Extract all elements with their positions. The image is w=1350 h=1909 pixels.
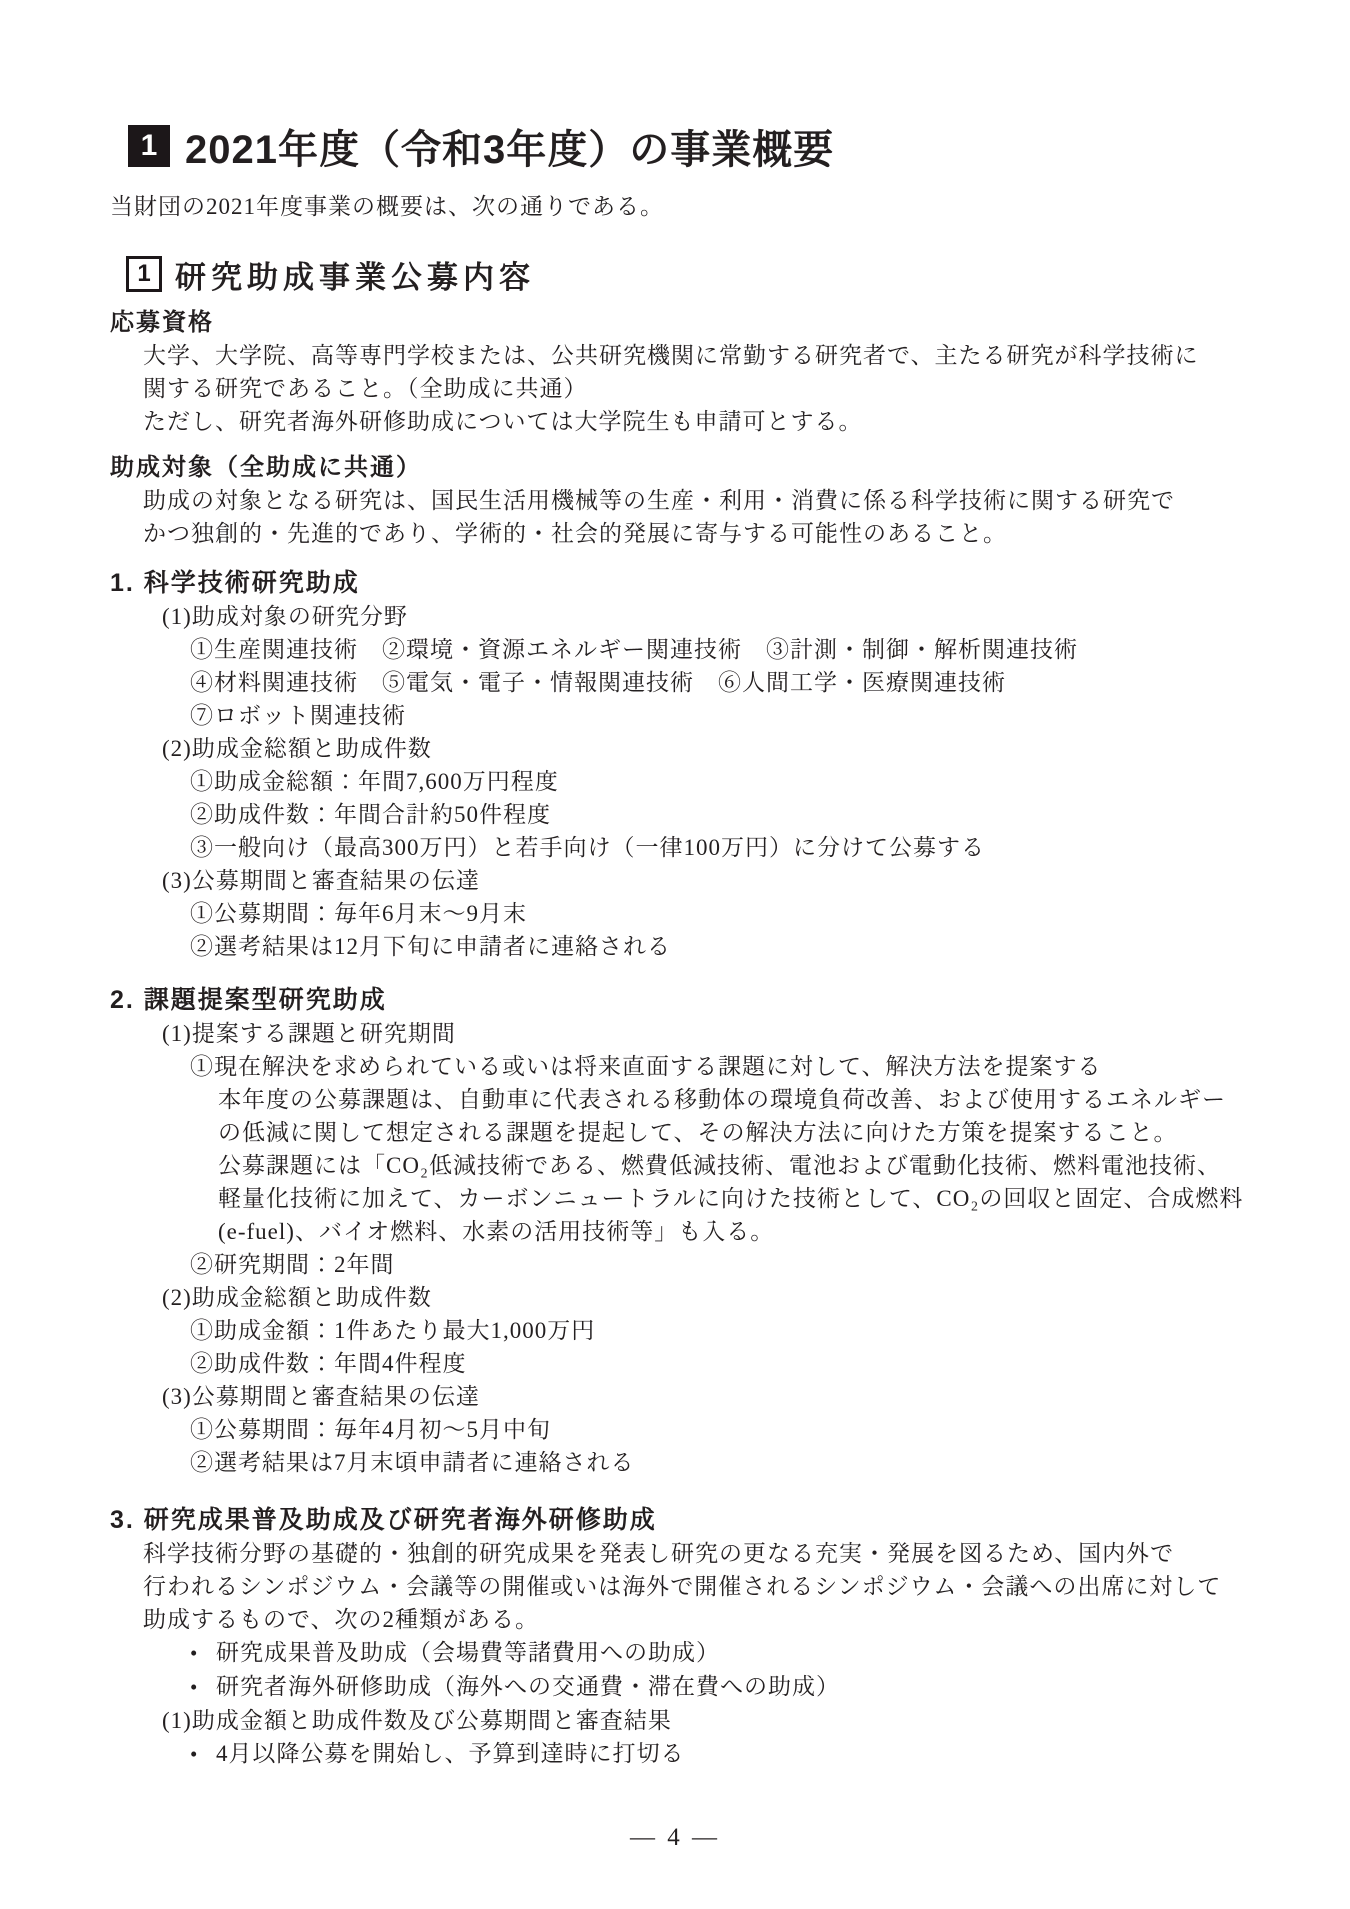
- main-heading: [128, 124, 1245, 172]
- bullet-item: • 4月以降公募を開始し、予算到達時に打切る: [190, 1737, 1245, 1771]
- grant-target-heading: 助成対象（全助成に共通）: [110, 454, 422, 481]
- eligibility-line: ただし、研究者海外研修助成については大学院生も申請可とする。: [143, 409, 863, 434]
- list-item: ①生産関連技術 ②環境・資源エネルギー関連技術 ③計測・制御・解析関連技術: [190, 637, 1078, 662]
- program2-heading: 2. 課題提案型研究助成: [110, 986, 387, 1014]
- bullet-item: • 研究者海外研修助成（海外への交通費・滞在費への助成）: [190, 1670, 1245, 1704]
- program3-body-line: 科学技術分野の基礎的・独創的研究成果を発表し研究の更なる充実・発展を図るため、国内外で: [143, 1541, 1175, 1566]
- list-item-continuation: (e-fuel)、バイオ燃料、水素の活用技術等」も入る。: [218, 1219, 775, 1244]
- list-item: ②助成件数：年間合計約50件程度: [190, 802, 551, 827]
- section-number-badge: 1: [126, 256, 162, 292]
- program1-sub2-label: (2)助成金総額と助成件数: [162, 736, 432, 761]
- list-item: ②選考結果は7月末頃申請者に連絡される: [190, 1450, 635, 1475]
- page-number: — 4 —: [630, 1824, 720, 1851]
- list-item: ①助成金総額：年間7,600万円程度: [190, 769, 559, 794]
- intro-text: 当財団の2021年度事業の概要は、次の通りである。: [110, 194, 664, 219]
- eligibility-heading: 応募資格: [110, 309, 214, 336]
- list-item: ⑦ロボット関連技術: [190, 703, 406, 728]
- list-item: ③一般向け（最高300万円）と若手向け（一律100万円）に分けて公募する: [190, 835, 985, 860]
- program1-sub1-label: (1)助成対象の研究分野: [162, 604, 408, 629]
- program3-body-line: 行われるシンポジウム・会議等の開催或いは海外で開催されるシンポジウム・会議への出席に対して: [143, 1574, 1222, 1599]
- program3-sub1-label: (1)助成金額と助成件数及び公募期間と審査結果: [162, 1708, 672, 1733]
- chapter-number-badge: 1: [128, 125, 170, 167]
- list-item: ②助成件数：年間4件程度: [190, 1351, 467, 1376]
- grant-target-line: 助成の対象となる研究は、国民生活用機械等の生産・利用・消費に係る科学技術に関する研究で: [143, 488, 1175, 513]
- program2-sub1-label: (1)提案する課題と研究期間: [162, 1021, 456, 1046]
- eligibility-line: 関する研究であること。（全助成に共通）: [143, 376, 588, 401]
- list-item: ④材料関連技術 ⑤電気・電子・情報関連技術 ⑥人間工学・医療関連技術: [190, 670, 1006, 695]
- list-item-continuation: 軽量化技術に加えて、カーボンニュートラルに向けた技術として、CO₂の回収と固定、合成燃料: [218, 1186, 1244, 1211]
- program2-sub2-label: (2)助成金総額と助成件数: [162, 1285, 432, 1310]
- list-item-continuation: 本年度の公募課題は、自動車に代表される移動体の環境負荷改善、および使用するエネルギー: [218, 1087, 1226, 1112]
- program2-sub3-label: (3)公募期間と審査結果の伝達: [162, 1384, 480, 1409]
- list-item: ②選考結果は12月下旬に申請者に連絡される: [190, 934, 671, 959]
- program1-sub3-label: (3)公募期間と審査結果の伝達: [162, 868, 480, 893]
- eligibility-line: 大学、大学院、高等専門学校または、公共研究機関に常勤する研究者で、主たる研究が科学技術に: [143, 343, 1199, 368]
- list-item-continuation: の低減に関して想定される課題を提起して、その解決方法に向けた方策を提案すること。: [218, 1120, 1178, 1145]
- page-title: 2021年度（令和3年度）の事業概要: [185, 127, 835, 172]
- program3-body-line: 助成するもので、次の2種類がある。: [143, 1607, 540, 1632]
- list-item: ①助成金額：1件あたり最大1,000万円: [190, 1318, 596, 1343]
- list-item: ②研究期間：2年間: [190, 1252, 395, 1277]
- list-item: ①公募期間：毎年6月末～9月末: [190, 901, 527, 926]
- grant-target-line: かつ独創的・先進的であり、学術的・社会的発展に寄与する可能性のあること。: [143, 521, 1007, 546]
- list-item: ①公募期間：毎年4月初～5月中旬: [190, 1417, 551, 1442]
- list-item: ①現在解決を求められている或いは将来直面する課題に対して、解決方法を提案する: [190, 1054, 1102, 1079]
- program1-heading: 1. 科学技術研究助成: [110, 569, 360, 597]
- section-heading: [126, 254, 1245, 294]
- bullet-item: • 研究成果普及助成（会場費等諸費用への助成）: [190, 1636, 1245, 1670]
- program3-heading: 3. 研究成果普及助成及び研究者海外研修助成: [110, 1506, 657, 1534]
- list-item-continuation: 公募課題には「CO₂低減技術である、燃費低減技術、電池および電動化技術、燃料電池技術、: [218, 1153, 1221, 1178]
- section-title: 研究助成事業公募内容: [175, 259, 535, 295]
